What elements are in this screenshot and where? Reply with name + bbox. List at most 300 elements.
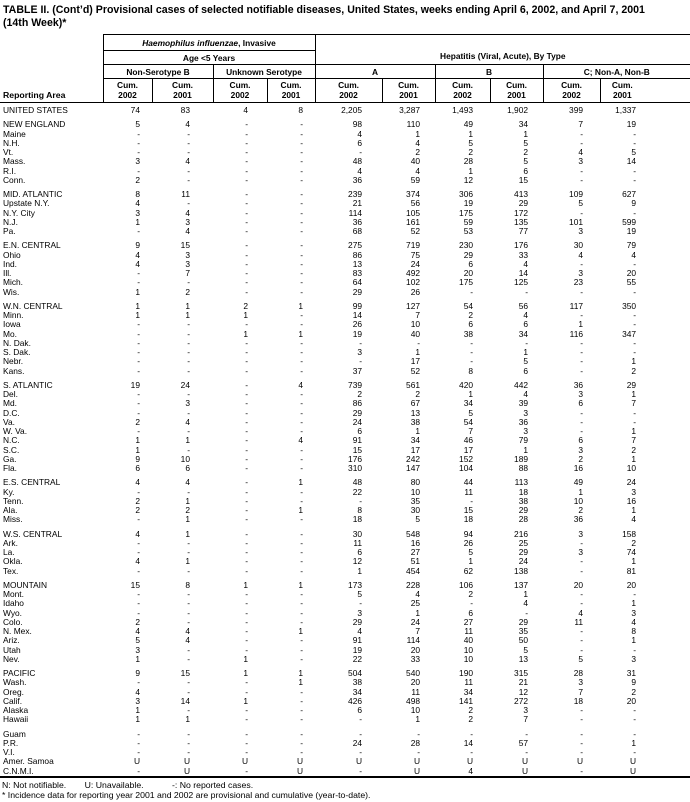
row-label: Calif. xyxy=(3,695,23,706)
value-cell: 34 xyxy=(463,398,474,409)
table-title-line1: TABLE II. (Cont’d) Provisional cases of selected notifiable diseases, United States, weeks ending April 6, 2002, and April 7, 2001 xyxy=(3,4,645,16)
haemophilus-name-rest: , Invasive xyxy=(238,37,276,48)
value-cell: - xyxy=(300,598,304,609)
value-cell: 20 xyxy=(463,268,474,279)
value-cell: 137 xyxy=(514,579,529,590)
value-cell: U xyxy=(466,756,474,767)
value-cell: 49 xyxy=(573,477,584,488)
value-cell: 6 xyxy=(468,607,474,618)
value-cell: 19 xyxy=(626,226,637,237)
value-cell: 10 xyxy=(410,319,421,330)
value-cell: 28 xyxy=(410,737,421,748)
table-row xyxy=(0,669,690,678)
value-cell: 2 xyxy=(631,686,637,697)
value-cell: - xyxy=(300,514,304,525)
value-cell: 1,337 xyxy=(615,105,637,116)
value-cell: 24 xyxy=(410,616,421,627)
value-cell: 109 xyxy=(569,189,584,200)
value-cell: 59 xyxy=(410,174,421,185)
value-cell: U xyxy=(355,756,363,767)
value-cell: 53 xyxy=(463,226,474,237)
row-label: Vt. xyxy=(3,147,14,158)
value-cell: - xyxy=(245,365,248,376)
value-cell: 4 xyxy=(298,435,304,446)
value-cell: 6 xyxy=(357,705,363,716)
value-cell: 29 xyxy=(518,547,529,558)
value-cell: 310 xyxy=(348,463,363,474)
value-cell: - xyxy=(245,137,248,148)
value-cell: - xyxy=(300,528,304,539)
value-cell: U xyxy=(241,756,248,767)
value-cell: 1 xyxy=(468,389,474,400)
value-cell: 127 xyxy=(406,300,421,311)
value-cell: 116 xyxy=(569,328,584,339)
value-cell: 504 xyxy=(348,668,363,679)
value-cell: - xyxy=(245,258,248,269)
value-cell: 3 xyxy=(185,398,190,409)
value-cell: 35 xyxy=(410,495,421,506)
value-cell: 8 xyxy=(631,626,637,637)
value-cell: 105 xyxy=(406,207,421,218)
value-cell: - xyxy=(300,356,304,367)
value-cell: - xyxy=(300,589,304,600)
row-label: Guam xyxy=(3,728,26,739)
value-cell: 3 xyxy=(523,705,529,716)
value-cell: 38 xyxy=(463,328,474,339)
value-cell: 3 xyxy=(135,644,140,655)
value-cell: U xyxy=(183,756,190,767)
value-cell: - xyxy=(245,347,248,358)
value-cell: - xyxy=(137,677,140,688)
value-cell: 11 xyxy=(574,616,584,627)
footnotes xyxy=(0,780,690,800)
value-cell: 1 xyxy=(185,435,190,446)
row-label: PACIFIC xyxy=(3,668,36,679)
value-cell: 10 xyxy=(410,486,421,497)
row-label: La. xyxy=(3,547,15,558)
value-cell: 17 xyxy=(410,444,421,455)
value-cell: - xyxy=(580,258,584,269)
value-cell: 21 xyxy=(352,198,363,209)
row-label: Tex. xyxy=(3,565,19,576)
value-cell: - xyxy=(580,207,584,218)
value-cell: - xyxy=(245,444,248,455)
value-cell: 216 xyxy=(514,528,529,539)
value-cell: 28 xyxy=(463,156,474,167)
value-cell: 2 xyxy=(243,300,248,311)
value-cell: 11 xyxy=(411,686,421,697)
value-cell: U xyxy=(296,765,304,776)
value-cell: 14 xyxy=(463,737,474,748)
value-cell: - xyxy=(300,616,304,627)
row-label: Colo. xyxy=(3,616,23,627)
value-cell: 4 xyxy=(135,198,140,209)
value-cell: 6 xyxy=(185,463,190,474)
value-cell: - xyxy=(300,119,304,130)
value-cell: - xyxy=(187,537,190,548)
table-row xyxy=(0,390,690,399)
table-row xyxy=(0,706,690,715)
row-label: R.I. xyxy=(3,165,17,176)
value-cell: - xyxy=(300,565,304,576)
value-cell: - xyxy=(300,695,304,706)
value-cell: 24 xyxy=(410,258,421,269)
value-cell: 2 xyxy=(578,453,584,464)
value-cell: - xyxy=(525,607,529,618)
table-row xyxy=(0,251,690,260)
value-cell: 4 xyxy=(185,635,190,646)
value-cell: - xyxy=(245,249,248,260)
row-label: Utah xyxy=(3,644,21,655)
value-cell: 1 xyxy=(298,328,304,339)
value-cell: 1 xyxy=(523,347,529,358)
value-cell: 20 xyxy=(573,579,584,590)
value-cell: 59 xyxy=(463,216,474,227)
value-cell: 1 xyxy=(135,705,140,716)
value-cell: - xyxy=(245,463,248,474)
value-cell: 3 xyxy=(578,547,584,558)
value-cell: 1 xyxy=(298,626,304,637)
value-cell: 36 xyxy=(573,514,584,525)
value-cell: 2 xyxy=(468,589,474,600)
value-cell: 31 xyxy=(626,668,637,679)
value-cell: - xyxy=(580,407,584,418)
table-row xyxy=(0,748,690,757)
value-cell: 10 xyxy=(573,495,584,506)
row-label: Oreg. xyxy=(3,686,24,697)
value-cell: - xyxy=(580,598,584,609)
value-cell: 5 xyxy=(631,147,637,158)
value-cell: 14 xyxy=(518,268,529,279)
value-cell: - xyxy=(580,356,584,367)
row-label: E.N. CENTRAL xyxy=(3,240,61,251)
value-cell: 10 xyxy=(463,653,474,664)
value-cell: 7 xyxy=(578,686,584,697)
value-cell: 1 xyxy=(523,589,529,600)
value-cell: 20 xyxy=(626,268,637,279)
value-cell: 1 xyxy=(298,579,304,590)
value-cell: - xyxy=(187,728,190,739)
value-cell: 4 xyxy=(523,389,529,400)
value-cell: - xyxy=(187,407,190,418)
value-cell: - xyxy=(137,277,140,288)
value-cell: - xyxy=(300,174,304,185)
value-cell: - xyxy=(580,747,584,758)
value-cell: - xyxy=(633,319,637,330)
value-cell: 540 xyxy=(406,668,421,679)
value-cell: - xyxy=(137,537,140,548)
value-cell: - xyxy=(300,444,304,455)
value-cell: 1 xyxy=(631,453,637,464)
value-cell: 4 xyxy=(135,477,140,488)
row-label: Wash. xyxy=(3,677,27,688)
value-cell: - xyxy=(300,365,304,376)
header-row-serotypes xyxy=(0,65,690,79)
value-cell: 275 xyxy=(348,240,363,251)
value-cell: - xyxy=(187,137,190,148)
table-row xyxy=(0,176,690,185)
value-cell: - xyxy=(245,319,248,330)
value-cell: 24 xyxy=(180,379,190,390)
value-cell: - xyxy=(580,416,584,427)
value-cell: 1 xyxy=(468,128,474,139)
value-cell: - xyxy=(633,310,637,321)
table-row xyxy=(0,455,690,464)
value-cell: 6 xyxy=(468,319,474,330)
value-cell: - xyxy=(137,598,140,609)
value-cell: 347 xyxy=(622,328,637,339)
value-cell: - xyxy=(300,653,304,664)
value-cell: 4 xyxy=(468,765,474,776)
value-cell: 3 xyxy=(135,207,140,218)
table-row xyxy=(0,199,690,208)
value-cell: - xyxy=(580,365,584,376)
row-label: Maine xyxy=(3,128,26,139)
value-cell: 2 xyxy=(631,444,637,455)
value-cell: 29 xyxy=(518,505,529,516)
value-cell: - xyxy=(525,747,529,758)
value-cell: - xyxy=(359,147,363,158)
value-cell: - xyxy=(137,547,140,558)
value-cell: 175 xyxy=(459,207,474,218)
value-cell: 1 xyxy=(415,607,421,618)
value-cell: 5 xyxy=(523,644,529,655)
value-cell: 230 xyxy=(459,240,474,251)
value-cell: 51 xyxy=(410,556,421,567)
value-cell: 19 xyxy=(130,379,140,390)
row-label: Mich. xyxy=(3,277,24,288)
value-cell: 125 xyxy=(514,277,529,288)
value-cell: 5 xyxy=(135,635,140,646)
value-cell: - xyxy=(245,556,248,567)
value-cell: 27 xyxy=(463,616,474,627)
value-cell: 20 xyxy=(626,579,637,590)
value-cell: 80 xyxy=(410,477,421,488)
value-cell: 104 xyxy=(459,463,474,474)
value-cell: - xyxy=(245,216,248,227)
value-cell: 141 xyxy=(459,695,474,706)
value-cell: 20 xyxy=(626,695,637,706)
value-cell: 239 xyxy=(348,189,363,200)
value-cell: 34 xyxy=(518,119,529,130)
value-cell: 6 xyxy=(523,319,529,330)
value-cell: 15 xyxy=(180,668,190,679)
value-cell: 79 xyxy=(518,435,529,446)
row-label: Va. xyxy=(3,416,15,427)
value-cell: 1 xyxy=(243,653,248,664)
value-cell: 6 xyxy=(468,258,474,269)
value-cell: 3 xyxy=(523,407,529,418)
legend-unavailable: U: Unavailable. xyxy=(84,779,144,790)
value-cell: 4 xyxy=(185,477,190,488)
value-cell: 2 xyxy=(185,286,190,297)
value-cell: U xyxy=(413,756,421,767)
value-cell: 1 xyxy=(468,556,474,567)
value-cell: 175 xyxy=(459,277,474,288)
value-cell: - xyxy=(187,486,190,497)
row-label: E.S. CENTRAL xyxy=(3,477,61,488)
value-cell: - xyxy=(245,598,248,609)
value-cell: - xyxy=(245,547,248,558)
value-cell: 2 xyxy=(468,705,474,716)
value-cell: 4 xyxy=(415,137,421,148)
value-cell: 9 xyxy=(135,453,140,464)
value-cell: 14 xyxy=(352,310,363,321)
value-cell: 4 xyxy=(415,589,421,600)
table-row xyxy=(0,530,690,539)
age-under5-subheader: Age <5 Years xyxy=(103,51,315,65)
value-cell: - xyxy=(187,737,190,748)
value-cell: U xyxy=(576,756,584,767)
value-cell: - xyxy=(359,337,363,348)
value-cell: - xyxy=(633,258,637,269)
row-label: Ky. xyxy=(3,486,15,497)
value-cell: - xyxy=(137,765,140,776)
value-cell: 5 xyxy=(468,547,474,558)
value-cell: 4 xyxy=(631,616,637,627)
value-cell: 38 xyxy=(410,416,421,427)
value-cell: - xyxy=(187,705,190,716)
table-row xyxy=(0,557,690,566)
footnote-incidence-note: * Incidence data for reporting year 2001 and 2002 are provisional and cumulative (year-to-date). xyxy=(2,789,371,800)
value-cell: 19 xyxy=(463,198,474,209)
value-cell: - xyxy=(245,728,248,739)
row-label: Okla. xyxy=(3,556,23,567)
value-cell: 8 xyxy=(185,579,190,590)
value-cell: - xyxy=(580,589,584,600)
row-label: Nev. xyxy=(3,653,20,664)
value-cell: - xyxy=(633,714,637,725)
value-cell: 176 xyxy=(348,453,363,464)
table-row xyxy=(0,209,690,218)
value-cell: 114 xyxy=(406,635,421,646)
value-cell: - xyxy=(300,714,304,725)
value-cell: - xyxy=(187,198,190,209)
value-cell: - xyxy=(300,537,304,548)
value-cell: - xyxy=(633,705,637,716)
value-cell: 29 xyxy=(626,379,637,390)
value-cell: 4 xyxy=(631,514,637,525)
value-cell: 22 xyxy=(352,653,363,664)
row-label: P.R. xyxy=(3,737,19,748)
value-cell: 6 xyxy=(578,398,584,409)
row-label: Ohio xyxy=(3,249,21,260)
value-cell: - xyxy=(245,528,248,539)
value-cell: 1 xyxy=(135,435,140,446)
value-cell: 7 xyxy=(631,435,637,446)
value-cell: 15 xyxy=(130,579,140,590)
subheader-hep-a: A xyxy=(315,65,435,79)
value-cell: 2 xyxy=(468,310,474,321)
value-cell: 7 xyxy=(415,626,421,637)
value-cell: 176 xyxy=(514,240,529,251)
table-row xyxy=(0,436,690,445)
value-cell: - xyxy=(245,337,248,348)
value-cell: 18 xyxy=(463,514,474,525)
value-cell: 7 xyxy=(185,268,190,279)
value-cell: - xyxy=(359,728,363,739)
table-row xyxy=(0,269,690,278)
table-row xyxy=(0,418,690,427)
value-cell: 5 xyxy=(523,356,529,367)
value-cell: - xyxy=(470,598,474,609)
value-cell: - xyxy=(580,728,584,739)
row-label: N.C. xyxy=(3,435,20,446)
value-cell: - xyxy=(245,226,248,237)
row-label: NEW ENGLAND xyxy=(3,119,66,130)
col-header-cum-2001: Cum. 2001 xyxy=(382,79,435,103)
value-cell: - xyxy=(470,495,474,506)
value-cell: 1,902 xyxy=(507,105,529,116)
value-cell: 4 xyxy=(135,528,140,539)
value-cell: 30 xyxy=(352,528,363,539)
table-row xyxy=(0,330,690,339)
value-cell: 24 xyxy=(352,737,363,748)
value-cell: 1 xyxy=(415,347,421,358)
col-header-cum-2002: Cum. 2002 xyxy=(315,79,382,103)
row-label: Kans. xyxy=(3,365,25,376)
row-label: Wyo. xyxy=(3,607,23,618)
value-cell: 18 xyxy=(573,695,584,706)
table-row xyxy=(0,715,690,724)
value-cell: 152 xyxy=(459,453,474,464)
value-cell: 26 xyxy=(463,537,474,548)
value-cell: - xyxy=(470,728,474,739)
value-cell: 26 xyxy=(410,286,421,297)
row-label: N.H. xyxy=(3,137,20,148)
value-cell: 3 xyxy=(135,156,140,167)
value-cell: 548 xyxy=(406,528,421,539)
value-cell: 2 xyxy=(135,505,140,516)
value-cell: 34 xyxy=(518,328,529,339)
value-cell: 719 xyxy=(406,240,421,251)
value-cell: 55 xyxy=(626,277,637,288)
value-cell: 20 xyxy=(410,677,421,688)
value-cell: 4 xyxy=(523,598,529,609)
value-cell: 1 xyxy=(468,165,474,176)
value-cell: - xyxy=(300,198,304,209)
value-cell: - xyxy=(245,240,248,251)
value-cell: 4 xyxy=(578,249,584,260)
value-cell: 38 xyxy=(518,495,529,506)
table-row xyxy=(0,260,690,269)
value-cell: 34 xyxy=(463,686,474,697)
value-cell: 19 xyxy=(352,328,363,339)
value-cell: 1 xyxy=(185,495,190,506)
value-cell: - xyxy=(580,556,584,567)
value-cell: - xyxy=(300,426,304,437)
value-cell: 101 xyxy=(569,216,584,227)
value-cell: 4 xyxy=(631,249,637,260)
value-cell: 57 xyxy=(518,737,529,748)
value-cell: 24 xyxy=(352,416,363,427)
table-row xyxy=(0,148,690,157)
value-cell: - xyxy=(245,677,248,688)
value-cell: 6 xyxy=(357,426,363,437)
value-cell: 11 xyxy=(464,486,474,497)
row-label: S.C. xyxy=(3,444,20,455)
value-cell: - xyxy=(300,453,304,464)
value-cell: - xyxy=(300,226,304,237)
value-cell: 7 xyxy=(415,310,421,321)
row-label: Del. xyxy=(3,389,18,400)
value-cell: 56 xyxy=(410,198,421,209)
row-label: W.N. CENTRAL xyxy=(3,300,63,311)
value-cell: 4 xyxy=(185,156,190,167)
value-cell: - xyxy=(300,547,304,558)
value-cell: 40 xyxy=(410,156,421,167)
value-cell: - xyxy=(300,686,304,697)
